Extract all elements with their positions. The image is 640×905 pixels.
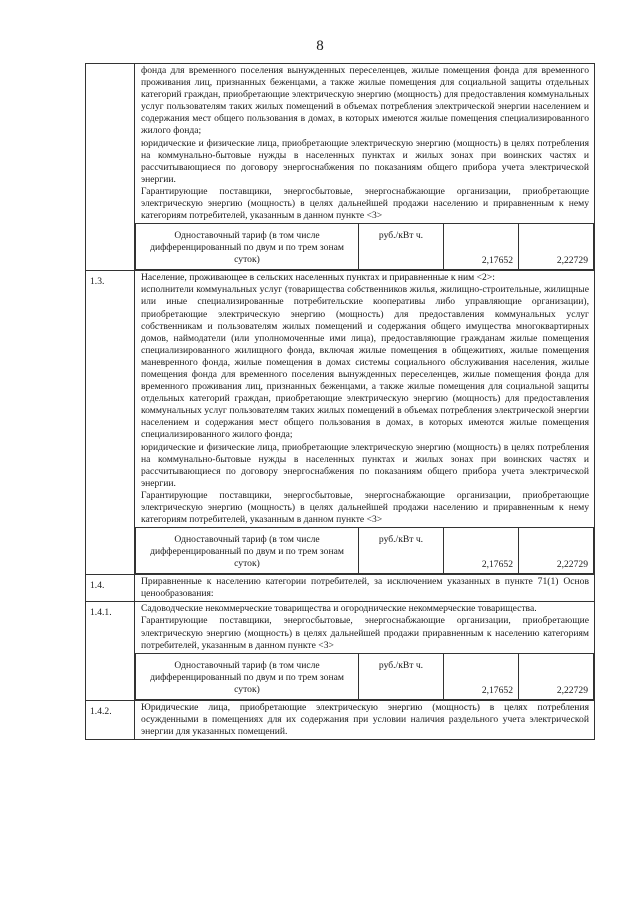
row-description <box>135 575 594 601</box>
row-content <box>135 575 595 602</box>
tariff-unit: руб./кВт ч. <box>359 528 444 574</box>
row-description <box>135 602 594 652</box>
description-paragraph: Садоводческие некоммерческие товарищества и огороднические некоммерческие товарищества. <box>141 603 537 615</box>
tariff-value-2: 2,22729 <box>519 224 594 270</box>
tariff-name: Одноставочный тариф (в том числе дифференцированный по двум и по трем зонам суток) <box>136 653 359 699</box>
tariff-value-1: 2,17652 <box>444 653 519 699</box>
table-row <box>86 700 595 739</box>
row-number: 1.3. <box>86 271 135 575</box>
row-description <box>135 64 594 223</box>
table-row <box>86 602 595 700</box>
tariff-unit: руб./кВт ч. <box>359 653 444 699</box>
tariff-unit: руб./кВт ч. <box>359 224 444 270</box>
table-row <box>86 575 595 602</box>
tariff-subtable <box>135 653 594 700</box>
description-paragraph: Население, проживающее в сельских населенных пунктах и приравненные к ним <2>: <box>141 272 495 284</box>
description-paragraph: Гарантирующие поставщики, энергосбытовые, энергоснабжающие организации, приобретающие электрическую энергию (мощность) в целях дальнейшей продажи населению и приравненным к нему категориям потребителей, указанным в данном пункте <3> <box>141 489 589 526</box>
tariff-table <box>85 63 595 740</box>
row-content <box>135 602 595 700</box>
row-number <box>86 64 135 271</box>
tariff-value-2: 2,22729 <box>519 528 594 574</box>
row-content <box>135 271 595 575</box>
description-paragraph: юридические и физические лица, приобретающие электрическую энергию (мощность) в целях потребления на коммунально-бытовые нужды в населенных пунктах и жилых зонах при воинских частях и рассчитывающиеся по договору энергоснабжения по показаниям общего прибора учета электрической энергии. <box>141 137 589 185</box>
description-paragraph: исполнители коммунальных услуг (товарищества собственников жилья, жилищно-строительные, жилищные или иные специализированные потребительские кооперативы либо управляющие организации), приобретающие электрическую энергию (мощность) для предоставления коммунальных услуг собственникам и пользователям жилых помещений и содержания общего имущества многоквартирных домов, наймодатели (или уполномоченные ими лица), предоставляющие гражданам жилые помещения специализированного жилищного фонда, включая жилые помещения в общежитиях, жилые помещения маневренного фонда, жилые помещения в домах системы социального обслуживания населения, жилые помещения фонда для временного поселения вынужденных переселенцев, жилые помещения фонда для временного проживания лиц, признанных беженцами, а также жилые помещения для социальной защиты отдельных категорий граждан, приобретающие электрическую энергию (мощность) для предоставления коммунальных услуг пользователям таких жилых помещений в объемах потребления электрической энергии населением и содержания мест общего пользования в домах, в которых имеются жилые помещения специализированного жилого фонда; <box>141 284 589 441</box>
tariff-value-1: 2,17652 <box>444 224 519 270</box>
row-description <box>135 701 594 739</box>
tariff-value-1: 2,17652 <box>444 528 519 574</box>
table-row <box>86 64 595 271</box>
row-number: 1.4. <box>86 575 135 602</box>
row-description <box>135 271 594 527</box>
tariff-subtable <box>135 527 594 574</box>
tariff-subtable <box>135 223 594 270</box>
tariff-name: Одноставочный тариф (в том числе дифференцированный по двум и по трем зонам суток) <box>136 528 359 574</box>
row-content <box>135 64 595 271</box>
description-paragraph: Приравненные к населению категории потребителей, за исключением указанных в пункте 71(1) Основ ценообразования: <box>141 576 589 600</box>
row-number: 1.4.1. <box>86 602 135 700</box>
description-paragraph: юридические и физические лица, приобретающие электрическую энергию (мощность) в целях потребления на коммунально-бытовые нужды в населенных пунктах и жилых зонах при воинских частях и рассчитывающиеся по договору энергоснабжения по показаниям общего прибора учета электрической энергии. <box>141 441 589 489</box>
description-paragraph: Юридические лица, приобретающие электрическую энергию (мощность) в целях потребления осужденными в помещениях для их содержания при условии наличия раздельного учета электрической энергии для указанных помещений. <box>141 701 589 737</box>
description-paragraph: фонда для временного поселения вынужденных переселенцев, жилые помещения фонда для временного проживания лиц, признанных беженцами, а также жилые помещения для социальной защиты отдельных категорий граждан, приобретающие электрическую энергию (мощность) для предоставления коммунальных услуг пользователям таких жилых помещений в объемах потребления электрической энергии населением и содержания мест общего пользования в домах, в которых имеются жилые помещения специализированного жилого фонда; <box>141 65 589 137</box>
tariff-value-2: 2,22729 <box>519 653 594 699</box>
page-number: 8 <box>316 38 324 54</box>
row-content <box>135 700 595 739</box>
tariff-name: Одноставочный тариф (в том числе дифференцированный по двум и по трем зонам суток) <box>136 224 359 270</box>
row-number: 1.4.2. <box>86 700 135 739</box>
description-paragraph: Гарантирующие поставщики, энергосбытовые, энергоснабжающие организации, приобретающие электрическую энергию (мощность) в целях дальнейшей продажи населению и приравненным к нему категориям потребителей, указанным в данном пункте <3> <box>141 185 589 222</box>
table-row <box>86 271 595 575</box>
description-paragraph: Гарантирующие поставщики, энергосбытовые, энергоснабжающие организации, приобретающие электрическую энергию (мощность) в целях дальнейшей продажи приравненным к населению категориям потребителей, указанным в данном пункте <3> <box>141 615 589 651</box>
